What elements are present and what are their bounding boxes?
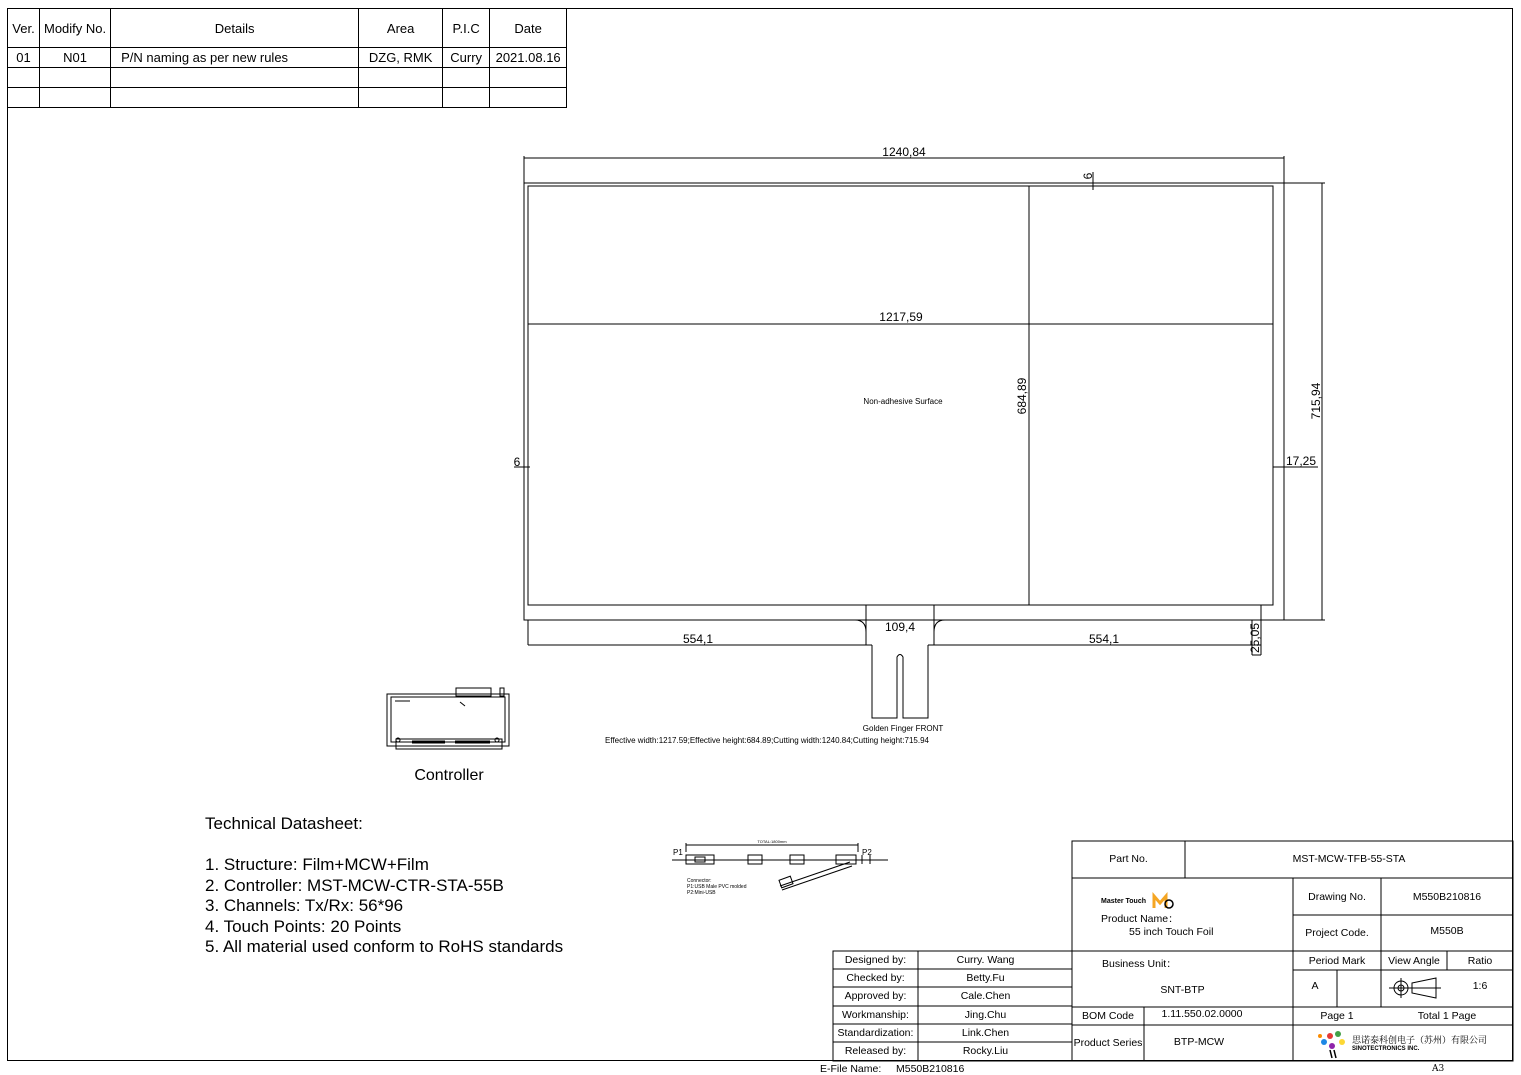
rev-header-modify: Modify No. bbox=[40, 9, 111, 48]
product-name-value: 55 inch Touch Foil bbox=[1129, 926, 1214, 938]
dim-cutting-width: 1240,84 bbox=[882, 145, 926, 159]
rev-cell: Curry bbox=[443, 48, 490, 68]
dim-bottom-margin: 25,05 bbox=[1248, 622, 1262, 654]
rev-header-area: Area bbox=[359, 9, 443, 48]
dim-right-margin: 17,25 bbox=[1285, 454, 1317, 468]
signoff-role: Workmanship: bbox=[842, 1009, 909, 1021]
datasheet-item: 1. Structure: Film+MCW+Film bbox=[205, 855, 429, 874]
dim-bottom-right: 554,1 bbox=[1088, 632, 1120, 646]
cable-total: TOTAL:1800mm bbox=[757, 839, 787, 844]
page-number: Page 1 bbox=[1320, 1010, 1354, 1022]
sheet-size: A3 bbox=[1432, 1064, 1445, 1074]
controller-label: Controller bbox=[414, 767, 484, 784]
product-series-label: Product Series bbox=[1073, 1037, 1143, 1049]
master-touch-logo-icon bbox=[1154, 896, 1173, 908]
rev-cell: P/N naming as per new rules bbox=[111, 48, 359, 68]
part-no-value: MST-MCW-TFB-55-STA bbox=[1292, 853, 1406, 865]
datasheet-item: 5. All material used conform to RoHS standards bbox=[205, 937, 564, 956]
rev-header-date: Date bbox=[490, 9, 567, 48]
signoff-role: Standardization: bbox=[837, 1027, 914, 1039]
efile-label: E-File Name: bbox=[820, 1063, 882, 1075]
signoff-role: Designed by: bbox=[844, 954, 907, 966]
company-name-cn: 思诺泰科创电子（苏州）有限公司 bbox=[1352, 1036, 1488, 1046]
golden-finger-label: Golden Finger FRONT bbox=[862, 724, 944, 733]
signoff-name: Curry. Wang bbox=[956, 954, 1015, 966]
signoff-name: Link.Chen bbox=[961, 1027, 1010, 1039]
period-mark-label: Period Mark bbox=[1308, 955, 1366, 967]
part-no-label: Part No. bbox=[1109, 853, 1148, 865]
project-code-label: Project Code. bbox=[1305, 927, 1369, 939]
period-mark-value: A bbox=[1311, 980, 1319, 992]
product-name-label: Product Name： bbox=[1101, 913, 1179, 925]
dim-left-margin: 6 bbox=[513, 455, 521, 469]
datasheet-item: 2. Controller: MST-MCW-CTR-STA-55B bbox=[205, 876, 504, 895]
cable-note-line: P1:USB Male PVC molded bbox=[687, 884, 747, 890]
effective-summary: Effective width:1217.59;Effective height:684.89;Cutting width:1240.84;Cutting height:715.94 bbox=[605, 736, 929, 745]
ratio-value: 1:6 bbox=[1472, 980, 1488, 992]
rev-cell: N01 bbox=[40, 48, 111, 68]
dim-top-margin: 6 bbox=[1081, 172, 1095, 180]
brand-name: Master Touch bbox=[1101, 898, 1146, 905]
datasheet-title: Technical Datasheet: bbox=[205, 814, 363, 833]
center-label: Non-adhesive Surface bbox=[863, 397, 943, 406]
rev-header-ver: Ver. bbox=[8, 9, 40, 48]
product-series-value: BTP-MCW bbox=[1173, 1036, 1225, 1048]
business-unit-value: SNT-BTP bbox=[1160, 984, 1205, 996]
cable-note-line: P2:Mini-USB bbox=[687, 890, 716, 896]
cable-p2: P2 bbox=[862, 848, 872, 857]
cable-p1: P1 bbox=[673, 848, 683, 857]
ratio-label: Ratio bbox=[1467, 955, 1493, 967]
view-angle-label: View Angle bbox=[1388, 955, 1440, 967]
datasheet-item: 3. Channels: Tx/Rx: 56*96 bbox=[205, 896, 404, 915]
cable-note-line: Connector: bbox=[687, 878, 712, 884]
signoff-name: Betty.Fu bbox=[966, 972, 1005, 984]
datasheet-item: 4. Touch Points: 20 Points bbox=[205, 917, 402, 936]
drawing-no-label: Drawing No. bbox=[1308, 891, 1366, 903]
bom-code-label: BOM Code bbox=[1082, 1010, 1134, 1022]
total-pages: Total 1 Page bbox=[1417, 1010, 1477, 1022]
business-unit-label: Business Unit： bbox=[1102, 958, 1177, 970]
dim-bottom-left: 554,1 bbox=[682, 632, 714, 646]
rev-cell: 01 bbox=[8, 48, 40, 68]
rev-cell: 2021.08.16 bbox=[490, 48, 567, 68]
rev-cell: DZG, RMK bbox=[359, 48, 443, 68]
rev-header-pic: P.I.C bbox=[443, 9, 490, 48]
company-name-en: SINOTECTRONICS INC. bbox=[1352, 1046, 1420, 1052]
rev-header-details: Details bbox=[111, 9, 359, 48]
project-code-value: M550B bbox=[1430, 925, 1464, 937]
signoff-role: Checked by: bbox=[846, 972, 905, 984]
signoff-role: Released by: bbox=[844, 1045, 907, 1057]
dim-effective-width: 1217,59 bbox=[879, 310, 923, 324]
sinotectronics-logo-icon bbox=[1318, 1031, 1345, 1058]
dim-tail-width: 109,4 bbox=[884, 620, 916, 634]
drawing-no-value: M550B210816 bbox=[1412, 891, 1482, 903]
efile-value: M550B210816 bbox=[896, 1063, 965, 1075]
bom-code-value: 1.11.550.02.0000 bbox=[1161, 1008, 1243, 1020]
dim-cutting-height: 715,94 bbox=[1309, 382, 1323, 420]
signoff-role: Approved by: bbox=[844, 990, 907, 1002]
dim-effective-height: 684,89 bbox=[1015, 377, 1029, 415]
signoff-name: Rocky.Liu bbox=[962, 1045, 1009, 1057]
signoff-name: Jing.Chu bbox=[964, 1009, 1007, 1021]
signoff-name: Cale.Chen bbox=[960, 990, 1011, 1002]
